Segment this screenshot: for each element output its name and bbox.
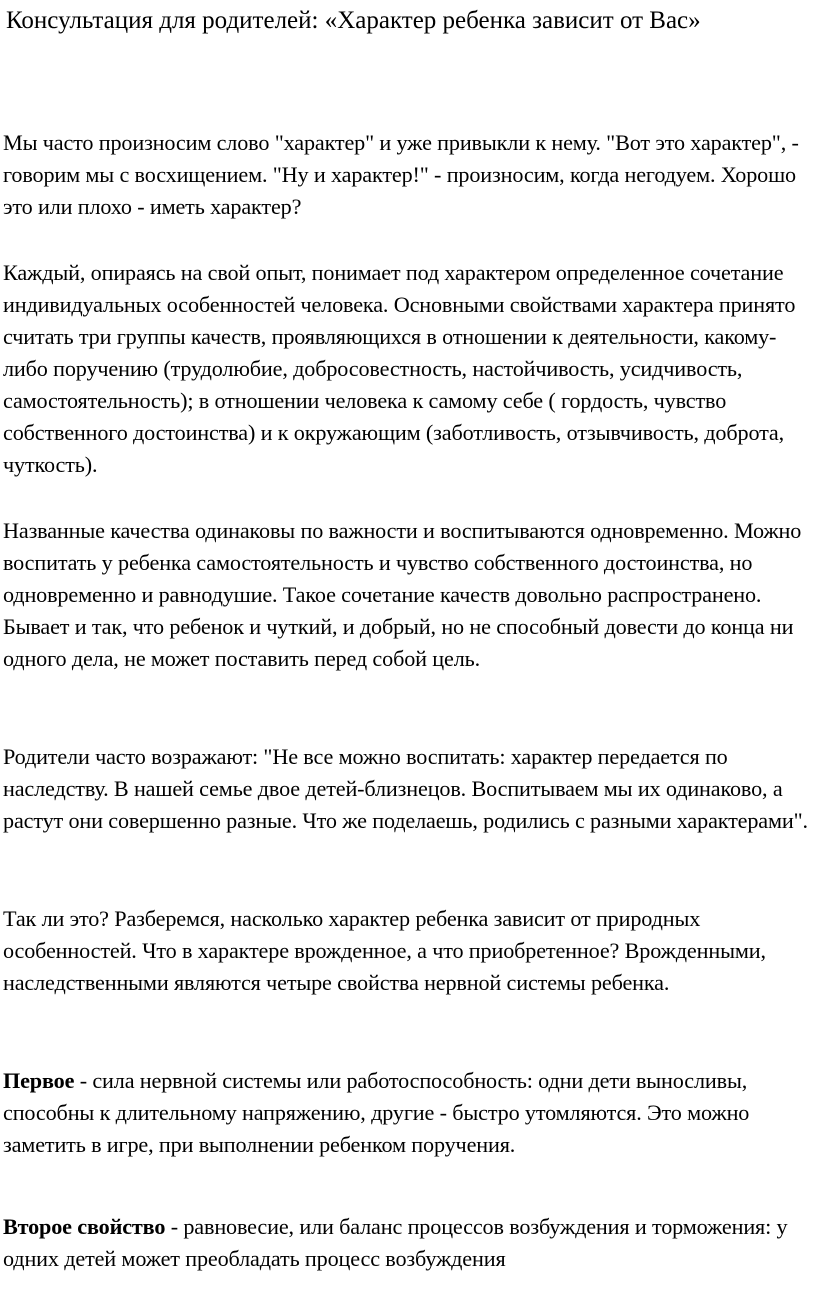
paragraph-second-property [3,1211,816,1275]
paragraph-character-intro: Мы часто произносим слово "характер" и уже привыкли к нему. "Вот это характер", - говорим мы с восхищением. "Ну и характер!" - произносим, когда негодуем. Хорошо это или плохо - иметь характер? [3,130,799,219]
second-property-text: - равновесие, или баланс процессов возбуждения и торможения: у одних детей может преобладать процесс возбуждения [3,1214,788,1271]
paragraph-innate-properties: Так ли это? Разберемся, насколько характер ребенка зависит от природных особенностей. Что в характере врожденное, а что приобретенное? Врожденными, наследственными являются четыре свойства нервной системы ребенка. [3,906,766,995]
paragraph-character-qualities: Каждый, опираясь на свой опыт, понимает под характером определенное сочетание индивидуальных особенностей человека. Основными свойствами характера принято считать три группы качеств, проявляющихся в отношении к деятельности, какому-либо поручению (трудолюбие, добросовестность, настойчивость, усидчивость, самостоятельность); в отношении человека к самому себе ( гордость, чувство собственного достоинства) и к окружающим (заботливость, отзывчивость, доброта, чуткость). [3,260,796,477]
paragraph-first-property [3,1065,816,1161]
first-property-text: - сила нервной системы или работоспособность: одни дети выносливы, способны к длительному напряжению, другие - быстро утомляются. Это можно заметить в игре, при выполнении ребенком поручения. [3,1068,750,1157]
first-property-heading: Первое [3,1068,75,1093]
paragraph-parents-objection: Родители часто возражают: "Не все можно воспитать: характер передается по наследству. В нашей семье двое детей-близнецов. Воспитываем мы их одинаково, а растут они совершенно разные. Что же поделаешь, родились с разными характерами". [3,744,808,833]
paragraph-qualities-equal: Названные качества одинаковы по важности и воспитываются одновременно. Можно воспитать у ребенка самостоятельность и чувство собственного достоинства, но одновременно и равнодушие. Такое сочетание качеств довольно распространено. Бывает и так, что ребенок и чуткий, и добрый, но не способный довести до конца ни одного дела, не может поставить перед собой цель. [3,518,802,671]
document-title: Консультация для родителей: «Характер ребенка зависит от Вас» [6,7,701,34]
second-property-heading: Второе свойство [3,1214,166,1239]
